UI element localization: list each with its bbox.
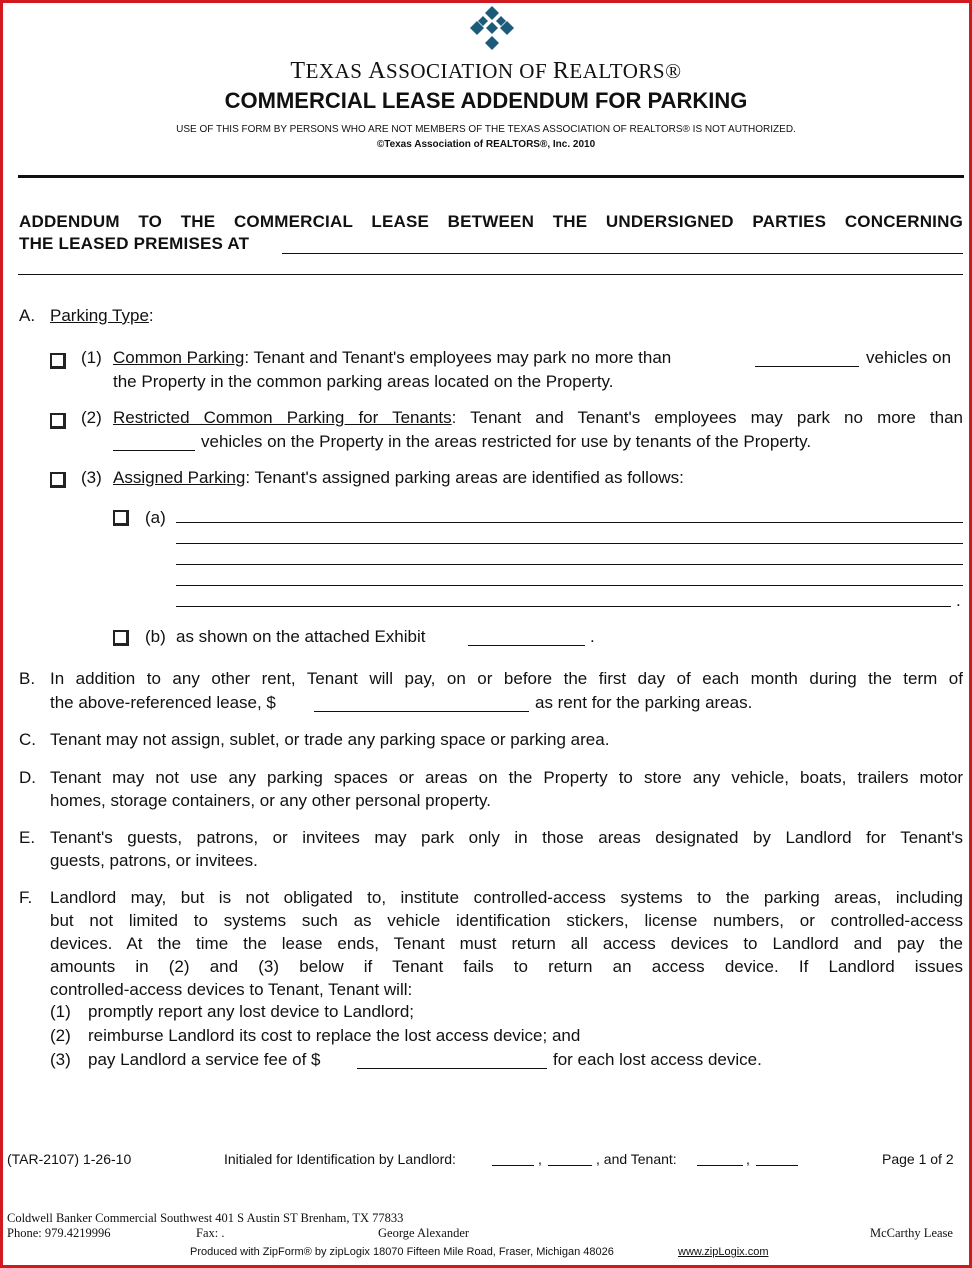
exhibit-field[interactable] xyxy=(468,645,585,646)
ziplogix-link[interactable]: www.zipLogix.com xyxy=(678,1246,769,1258)
fax: Fax: . xyxy=(196,1226,225,1240)
section-d-line1: Tenant may not use any parking spaces or areas on the Property to store any vehicle, boats, trailers motor xyxy=(50,768,963,787)
and-tenant-label: , and Tenant: xyxy=(596,1151,677,1167)
option-3-number: (3) xyxy=(81,468,102,487)
assigned-area-line-4[interactable] xyxy=(176,585,963,586)
section-d-letter: D. xyxy=(19,768,36,787)
option-1-text-line2: the Property in the common parking areas located on the Property. xyxy=(113,372,614,391)
assigned-parking-a-checkbox[interactable] xyxy=(113,510,129,526)
premises-address-field-2[interactable] xyxy=(18,274,963,275)
org-name: TEXAS ASSOCIATION OF REALTORS® xyxy=(290,58,682,84)
option-1-text: Common Parking: Tenant and Tenant's employees may park no more than xyxy=(113,348,672,367)
initial-comma-2: , xyxy=(746,1151,750,1167)
parking-rent-field[interactable] xyxy=(314,711,529,712)
section-f-line1: Landlord may, but is not obligated to, institute controlled-access systems to the parking areas, including xyxy=(50,888,963,907)
initialed-label: Initialed for Identification by Landlord: xyxy=(224,1151,456,1167)
section-e-letter: E. xyxy=(19,828,36,847)
option-3-text: Assigned Parking: Tenant's assigned parking areas are identified as follows: xyxy=(113,468,684,487)
assigned-area-line-5[interactable] xyxy=(176,606,951,607)
f-item-3-number: (3) xyxy=(50,1050,71,1069)
section-f-letter: F. xyxy=(19,888,33,907)
header-divider xyxy=(18,175,964,178)
sub-b-label: (b) xyxy=(145,627,166,646)
file-name: McCarthy Lease xyxy=(870,1226,953,1240)
section-a-heading: Parking Type: xyxy=(50,306,154,325)
initial-comma-1: , xyxy=(538,1151,542,1167)
landlord-initial-2[interactable] xyxy=(548,1165,592,1166)
section-c-letter: C. xyxy=(19,730,36,749)
assigned-area-line-2[interactable] xyxy=(176,543,963,544)
sub-a-label: (a) xyxy=(145,508,166,527)
section-f-line4: amounts in (2) and (3) below if Tenant fails to return an access device. If Landlord issues xyxy=(50,957,963,976)
option-1-number: (1) xyxy=(81,348,102,367)
agent-name: George Alexander xyxy=(378,1226,470,1240)
assigned-parking-checkbox[interactable] xyxy=(50,472,66,488)
option-1-vehicles-on: vehicles on xyxy=(866,348,952,367)
section-c-text: Tenant may not assign, sublet, or trade any parking space or parking area. xyxy=(50,730,610,749)
common-parking-checkbox[interactable] xyxy=(50,353,66,369)
phone: Phone: 979.4219996 xyxy=(7,1226,111,1240)
section-f-line5: controlled-access devices to Tenant, Tenant will: xyxy=(50,980,413,999)
page-number: Page 1 of 2 xyxy=(882,1151,954,1167)
section-b-letter: B. xyxy=(19,669,36,688)
assigned-area-line-1[interactable] xyxy=(176,522,963,523)
sub-a-period: . xyxy=(956,591,961,610)
sub-b-text: as shown on the attached Exhibit xyxy=(176,627,426,646)
sub-b-end: . xyxy=(590,627,595,646)
common-parking-vehicles-field[interactable] xyxy=(755,366,859,367)
section-b-line1: In addition to any other rent, Tenant will pay, on or before the first day of each month during the term of xyxy=(50,669,963,688)
premises-address-field[interactable] xyxy=(282,253,963,254)
option-2-text-line2: vehicles on the Property in the areas restricted for use by tenants of the Property. xyxy=(201,432,812,451)
copyright: ©Texas Association of REALTORS®, Inc. 2010 xyxy=(376,139,596,150)
diamond-logo-icon xyxy=(470,6,514,50)
option-2-text: Restricted Common Parking for Tenants: Tenant and Tenant's employees may park no more than xyxy=(113,408,963,427)
section-f-line3: devices. At the time the lease ends, Tenant must return all access devices to Landlord and pay the xyxy=(50,934,963,953)
f-item-1-text: promptly report any lost device to Landlord; xyxy=(88,1002,415,1021)
section-a-letter: A. xyxy=(19,306,36,325)
landlord-initial-1[interactable] xyxy=(492,1165,534,1166)
section-e-line1: Tenant's guests, patrons, or invitees may park only in those areas designated by Landlord for Tenant's xyxy=(50,828,963,847)
section-e-line2: guests, patrons, or invitees. xyxy=(50,851,258,870)
assigned-area-line-3[interactable] xyxy=(176,564,963,565)
f-item-2-text: reimburse Landlord its cost to replace the lost access device; and xyxy=(88,1026,581,1045)
section-f-line2: but not limited to systems such as vehicle identification stickers, license numbers, or controlled-access xyxy=(50,911,963,930)
form-title: COMMERCIAL LEASE ADDENDUM FOR PARKING xyxy=(224,88,748,113)
assigned-parking-b-checkbox[interactable] xyxy=(113,630,129,646)
section-d-line2: homes, storage containers, or any other personal property. xyxy=(50,791,491,810)
f-item-2-number: (2) xyxy=(50,1026,71,1045)
f-item-1-number: (1) xyxy=(50,1002,71,1021)
tenant-initial-2[interactable] xyxy=(756,1165,798,1166)
restricted-parking-checkbox[interactable] xyxy=(50,413,66,429)
section-b-line2-end: as rent for the parking areas. xyxy=(535,693,753,712)
f-item-3-text-end: for each lost access device. xyxy=(553,1050,762,1069)
addendum-heading-line1: ADDENDUM TO THE COMMERCIAL LEASE BETWEEN THE UNDERSIGNED PARTIES CONCERNING xyxy=(19,212,963,231)
broker-info: Coldwell Banker Commercial Southwest 401 S Austin ST Brenham, TX 77833 xyxy=(7,1211,404,1225)
service-fee-field[interactable] xyxy=(357,1068,547,1069)
section-b-line2-start: the above-referenced lease, $ xyxy=(50,693,276,712)
form-id: (TAR-2107) 1-26-10 xyxy=(7,1151,132,1167)
f-item-3-text: pay Landlord a service fee of $ xyxy=(88,1050,321,1069)
produced-by: Produced with ZipForm® by zipLogix 18070 Fifteen Mile Road, Fraser, Michigan 48026 xyxy=(190,1246,614,1258)
restricted-parking-vehicles-field[interactable] xyxy=(113,450,195,451)
option-2-number: (2) xyxy=(81,408,102,427)
usage-notice: USE OF THIS FORM BY PERSONS WHO ARE NOT MEMBERS OF THE TEXAS ASSOCIATION OF REALTORS® IS NOT AUTHORIZED. xyxy=(176,124,796,135)
tenant-initial-1[interactable] xyxy=(697,1165,743,1166)
addendum-heading-line2: THE LEASED PREMISES AT xyxy=(19,234,250,253)
